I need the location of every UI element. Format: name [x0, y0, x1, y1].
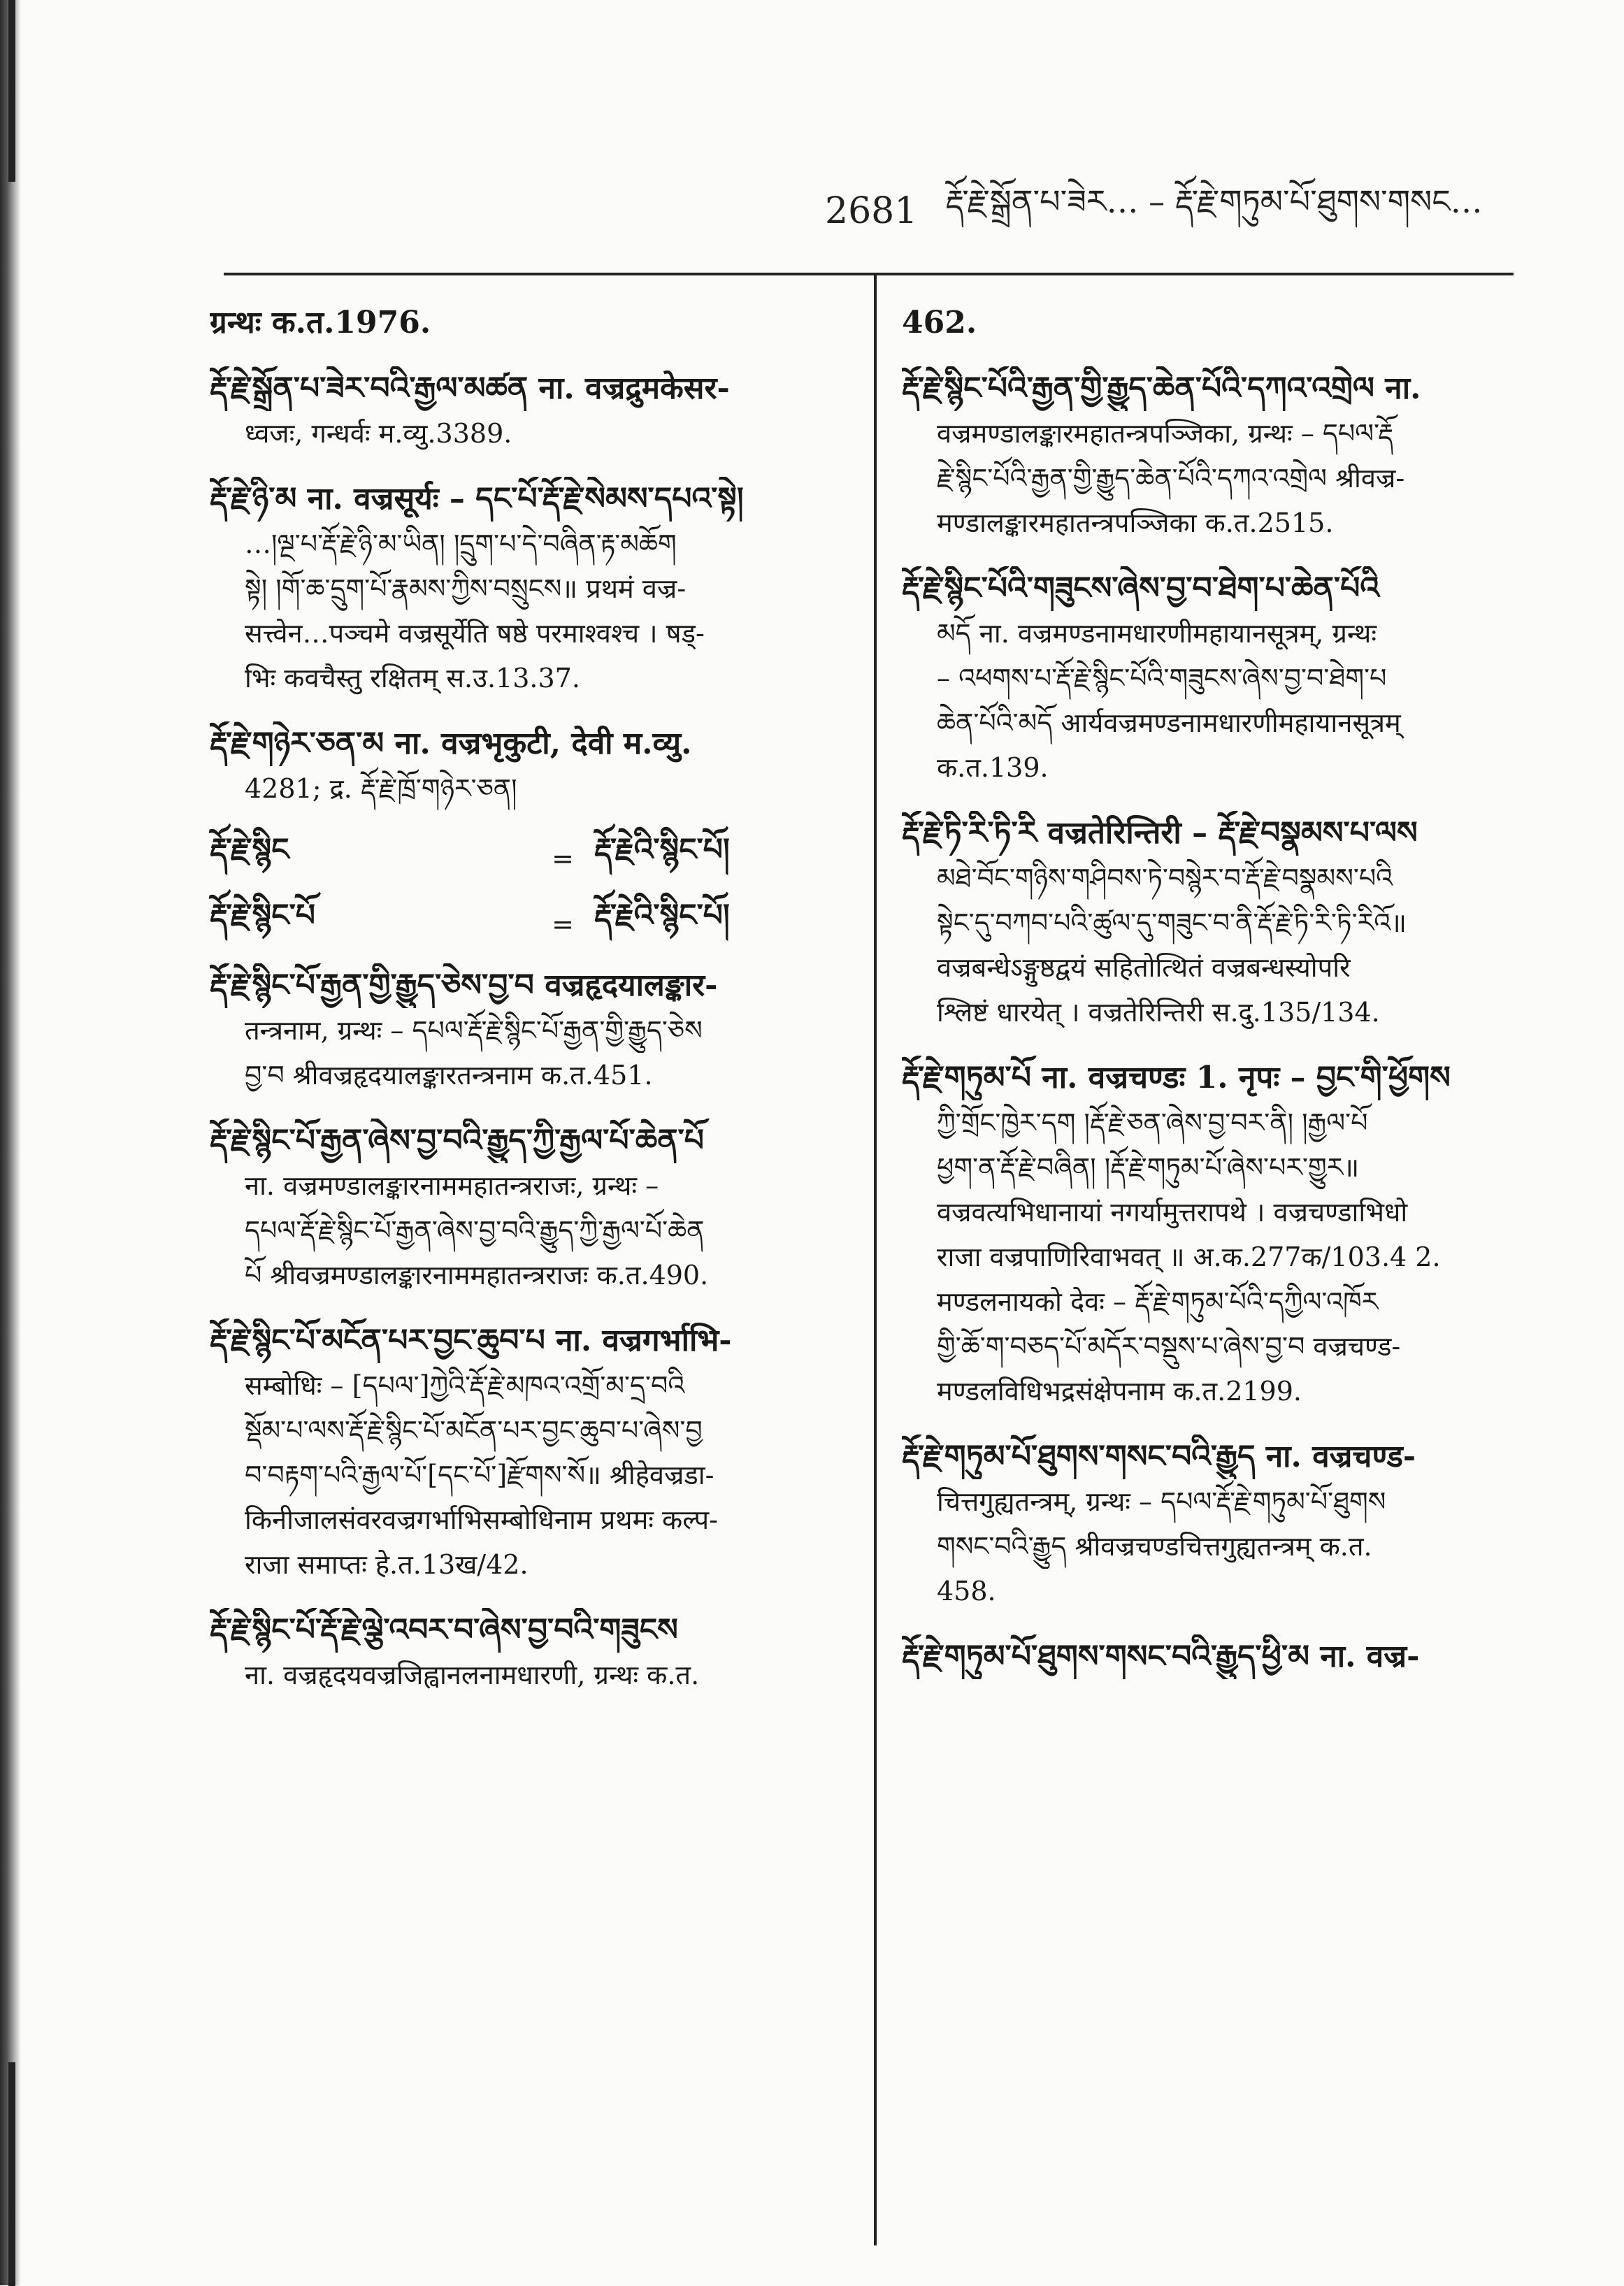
- entry-headline: རྡོ་རྗེ་གཏུམ་པོ་ཐུགས་གསང་བའི་རྒྱུད ना. वज्रचण्ड-: [902, 1439, 1416, 1474]
- entry-headline: རྡོ་རྗེ་སྙིང་པོའི་གཟུངས་ཞེས་བྱ་བ་ཐེག་པ་ཆེན་པོའི: [902, 570, 1380, 606]
- entry-headline: ग्रन्थः क.त.1976.: [210, 305, 431, 340]
- entry-line: क.त.139.: [937, 752, 1049, 783]
- entry-line: मण्डालङ्कारमहातन्त्रपञ्जिका क.त.2515.: [937, 508, 1334, 538]
- entry-headline: རྡོ་རྗེ་སྙིང་པོ་རྒྱན་ཞེས་བྱ་བའི་རྒྱུད་ཀྱི་རྒྱལ་པོ་ཆེན་པོ: [210, 1123, 704, 1158]
- entry-line: རྗེ་སྙིང་པོའི་རྒྱན་གྱི་རྒྱུད་ཆེན་པོའི་དཀའ་འགྲེལ श्रीवज्र-: [937, 463, 1405, 494]
- dictionary-entry: [210, 963, 825, 1098]
- dictionary-entry: [210, 1119, 825, 1297]
- entry-line: གྱི་ཆོ་ག་བཅད་པོ་མདོར་བསྡུས་པ་ཞེས་བྱ་བ वज्रचण्ड-: [937, 1331, 1401, 1362]
- entry-line: तन्त्रनाम, ग्रन्थः – དཔལ་རྡོ་རྗེ་སྙིང་པོ་རྒྱན་གྱི་རྒྱུད་ཅེས: [245, 1015, 703, 1046]
- entry-line: མཐེ་བོང་གཉིས་གཤིབས་ཏེ་བསྙེར་བ་རྡོ་རྗེ་བསྣམས་པའི: [937, 863, 1393, 893]
- entry-list: [902, 301, 1517, 1679]
- binding-mark: [8, 2062, 15, 2286]
- dictionary-entry: [902, 566, 1517, 790]
- entry-headline: རྡོ་རྗེ་ཏི་རི་ཏི་རི वज्रतेरिन्तिरी – རྡོ་རྗེ་བསྣམས་པ་ལས: [902, 815, 1418, 851]
- left-column: [210, 301, 825, 1718]
- column-divider: [874, 274, 877, 2245]
- cross-reference-headword: རྡོ་རྗེ་སྙིང་པོ: [210, 898, 316, 933]
- entry-headline: རྡོ་རྗེ་སྙིང་པོ་རྒྱན་གྱི་རྒྱུད་ཅེས་བྱ་བ वज्रहृदयालङ्कार-: [210, 968, 718, 1003]
- entry-line: वज्रवत्यभिधानायां नगर्यामुत्तरापथे । वज्रचण्डाभिधो: [937, 1197, 1408, 1228]
- entry-line: चित्तगुह्यतन्त्रम्, ग्रन्थः – དཔལ་རྡོ་རྗེ་གཏུམ་པོ་ཐུགས: [937, 1486, 1386, 1517]
- entry-headline: རྡོ་རྗེ་ཉི་མ ना. वज्रसूर्यः – དང་པོ་རྡོ་རྗེ་སེམས་དཔའ་སྟེ།: [210, 481, 744, 517]
- entry-line: གསང་བའི་རྒྱུད श्रीवज्रचण्डचित्तगुह्यतन्त्रम् क.त.: [937, 1531, 1372, 1562]
- entry-line: སྟེང་དུ་བཀབ་པའི་ཚུལ་དུ་གཟུང་བ་ནི་རྡོ་རྗེ་ཏི་རི་ཏི་རིའོ॥: [937, 907, 1407, 938]
- header-rule: [224, 273, 1514, 275]
- entry-line: श्लिष्टं धारयेत् । वज्रतेरिन्तिरी स.दु.135/134.: [937, 997, 1380, 1028]
- entry-line: ཆེན་པོའི་མདོ आर्यवज्रमण्डनामधारणीमहायानसूत्रम्: [937, 707, 1401, 738]
- entry-line: དཔལ་རྡོ་རྗེ་སྙིང་པོ་རྒྱན་ཞེས་བྱ་བའི་རྒྱུད་ཀྱི་རྒྱལ་པོ་ཆེན: [245, 1215, 705, 1246]
- entry-headline: རྡོ་རྗེ་སྙིང་པོ་མངོན་པར་བྱང་ཆུབ་པ ना. वज्रगर्भाभि-: [210, 1323, 732, 1358]
- dictionary-entry: [902, 366, 1517, 545]
- entry-list: [210, 963, 825, 1697]
- entry-headline: རྡོ་རྗེ་སྙིང་པོའི་རྒྱན་གྱི་རྒྱུད་ཆེན་པོའི་དཀའ་འགྲེལ ना.: [902, 371, 1421, 406]
- equals-sign: =: [552, 843, 574, 874]
- dictionary-entry: [902, 301, 1517, 345]
- entry-headline: 462.: [902, 305, 977, 340]
- entry-line: भिः कवचैस्तु रक्षितम् स.उ.13.37.: [245, 663, 580, 693]
- entry-line: ना. वज्रहृदयवज्रजिह्वानलनामधारणी, ग्रन्थः क.त.: [245, 1660, 700, 1690]
- entry-line: सत्त्वेन…पञ्चमे वज्रसूर्येति षष्ठे परमाश्वश्च । षड्-: [245, 618, 705, 649]
- entry-line: 4281; द्र. རྡོ་རྗེ་ཁྲོ་གཉེར་ཅན།: [245, 773, 517, 804]
- entry-line: – འཕགས་པ་རྡོ་རྗེ་སྙིང་པོའི་གཟུངས་ཞེས་བྱ་བ་ཐེག་པ: [937, 663, 1387, 693]
- entry-line: མདོ ना. वज्रमण्डनामधारणीमहायानसूत्रम्, ग्रन्थः: [937, 618, 1377, 649]
- dictionary-entry: [210, 301, 825, 345]
- entry-headline: རྡོ་རྗེ་གཏུམ་པོ་ཐུགས་གསང་བའི་རྒྱུད་ཕྱི་མ ना. वज्र-: [902, 1639, 1420, 1674]
- entry-line: मण्डलविधिभद्रसंक्षेपनाम क.त.2199.: [937, 1376, 1302, 1407]
- cross-reference-target: རྡོ་རྗེའི་སྙིང་པོ།: [594, 832, 730, 868]
- entry-line: བྱ་བ श्रीवज्रहृदयालङ्कारतन्त्रनाम क.त.451.: [245, 1060, 653, 1091]
- equals-sign: =: [552, 909, 574, 940]
- entry-line: ध्वजः, गन्धर्वः म.व्यु.3389.: [245, 418, 512, 449]
- dictionary-entry: [902, 1435, 1517, 1613]
- entry-line: ना. वज्रमण्डालङ्कारनाममहातन्त्रराजः, ग्रन्थः –: [245, 1170, 659, 1201]
- entry-line: राजा समाप्तः हे.त.13ख/42.: [245, 1549, 529, 1580]
- entry-line: किनीजालसंवरवज्रगर्भाभिसम्बोधिनाम प्रथमः कल्प-: [245, 1504, 718, 1535]
- entry-headline: རྡོ་རྗེ་གཏུམ་པོ ना. वज्रचण्डः 1. नृपः – བྱང་གི་ཕྱོགས: [902, 1060, 1451, 1095]
- entry-headline: རྡོ་རྗེ་སྙིང་པོ་རྡོ་རྗེ་ལྕེ་འབར་བ་ཞེས་བྱ་བའི་གཟུངས: [210, 1612, 678, 1648]
- page-header: [825, 183, 1524, 239]
- cross-reference-headword: རྡོ་རྗེ་སྙིང: [210, 832, 289, 868]
- dictionary-entry: [902, 811, 1517, 1035]
- entry-line: …།ལྔ་པ་རྡོ་རྗེ་ཉི་མ་ཡིན། །དྲུག་པ་དེ་བཞིན་རྟ་མཆོག: [245, 529, 677, 559]
- entry-line: सम्बोधिः – [དཔལ་]ཀྱེའི་རྡོ་རྗེ་མཁའ་འགྲོ་མ་དྲ་བའི: [245, 1370, 685, 1401]
- page-number: 2681: [825, 190, 918, 232]
- cross-reference-target: རྡོ་རྗེའི་སྙིང་པོ།: [594, 898, 730, 933]
- dictionary-entry: [210, 1318, 825, 1587]
- running-head: རྡོ་རྗེ་སྒྲོན་པ་ཟེར… – རྡོ་རྗེ་གཏུམ་པོ་ཐུགས་གསང…: [945, 182, 1483, 220]
- dictionary-entry: [902, 1056, 1517, 1414]
- binding-mark: [8, 0, 15, 182]
- entry-line: 458.: [937, 1576, 996, 1606]
- dictionary-entry: [210, 366, 825, 456]
- entry-line: ཕྱག་ན་རྡོ་རྗེ་བཞིན། །རྡོ་རྗེ་གཏུམ་པོ་ཞེས་པར་གྱུར॥: [937, 1152, 1360, 1183]
- right-column: [902, 301, 1517, 1700]
- entry-headline: རྡོ་རྗེ་སྒྲོན་པ་ཟེར་བའི་རྒྱལ་མཚན ना. वज्रद्रुमकेसर-: [210, 371, 730, 406]
- book-spine-shadow: [0, 0, 21, 2285]
- entry-line: པོ श्रीवज्रमण्डालङ्कारनाममहातन्त्रराजः क.त.490.: [245, 1260, 709, 1291]
- dictionary-entry: [902, 1634, 1517, 1679]
- entry-list: [210, 301, 825, 811]
- entry-line: मण्डलनायको देवः – རྡོ་རྗེ་གཏུམ་པོའི་དཀྱིལ་འཁོར: [937, 1286, 1379, 1317]
- entry-line: वज्रबन्धेऽङ्गुष्ठद्वयं सहितोत्थितं वज्रबन्धस्योपरि: [937, 952, 1351, 983]
- dictionary-entry: [210, 477, 825, 700]
- entry-line: སྡོམ་པ་ལས་རྡོ་རྗེ་སྙིང་པོ་མངོན་པར་བྱང་ཆུབ་པ་ཞེས་བྱ: [245, 1415, 703, 1446]
- cross-reference-row: [210, 832, 825, 885]
- cross-reference-list: [210, 832, 825, 951]
- entry-line: སྟེ། །གོ་ཆ་དྲུག་པོ་རྣམས་ཀྱིས་བསྲུངས॥ प्रथमं वज्र-: [245, 573, 687, 604]
- dictionary-entry: [210, 1608, 825, 1697]
- dictionary-entry: [210, 721, 825, 811]
- entry-line: བ་བརྟག་པའི་རྒྱལ་པོ་[དང་པོ་]རྫོགས་སོ॥ श्रीहेवज्रडा-: [245, 1460, 714, 1490]
- entry-headline: རྡོ་རྗེ་གཉེར་ཅན་མ ना. वज्रभृकुटी, देवी म.व्यु.: [210, 726, 692, 761]
- entry-line: वज्रमण्डालङ्कारमहातन्त्रपञ्जिका, ग्रन्थः – དཔལ་རྡོ: [937, 418, 1394, 449]
- entry-line: राजा वज्रपाणिरिवाभवत् ॥ अ.क.277क/103.4 2.: [937, 1242, 1441, 1272]
- cross-reference-row: [210, 898, 825, 951]
- entry-line: ཀྱི་གྲོང་ཁྱེར་དག །རྡོ་རྗེ་ཅན་ཞེས་བྱ་བར་ནི། །རྒྱལ་པོ: [937, 1107, 1368, 1138]
